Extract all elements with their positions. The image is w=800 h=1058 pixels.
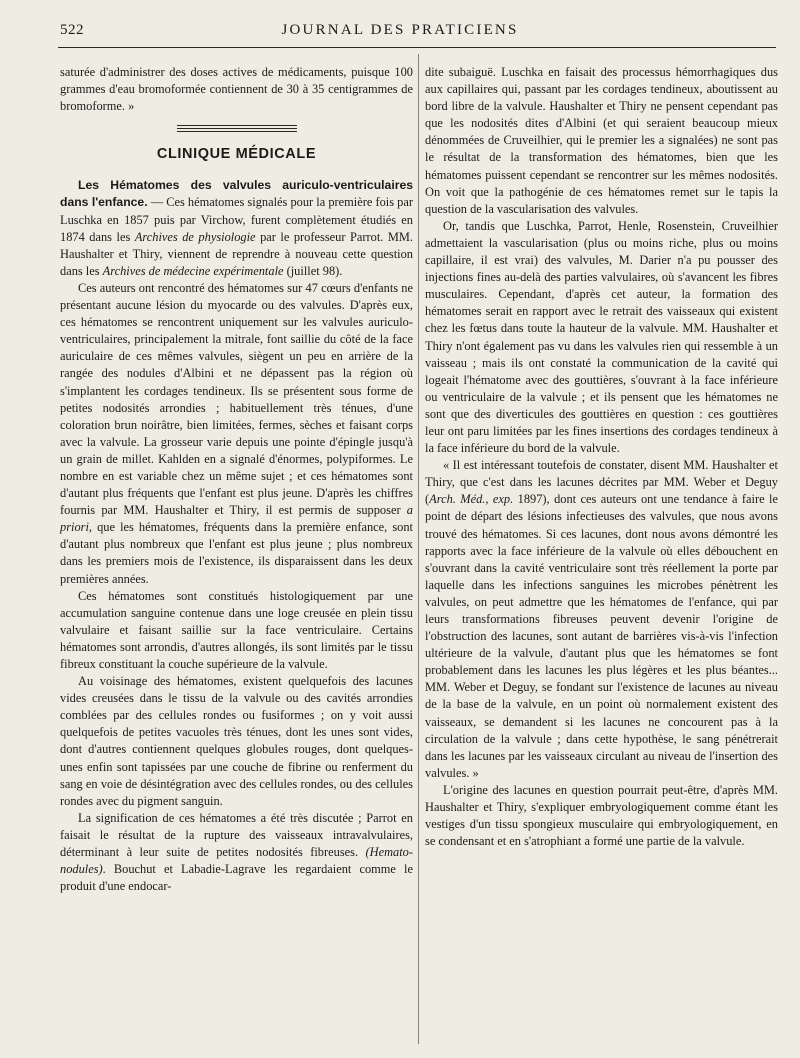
section-separator: [177, 125, 297, 134]
quoted-paragraph: « Il est intéressant toutefois de constater, disent MM. Haushalter et Thiry, que c'est dans les lacunes décrites par MM. Weber et Deguy (Arch. Méd., exp. 1897), dont ces auteurs ont une tendance à faire le point de départ des lésions infectieuses des valvules, que nous avons trouvé des hématomes. Si ces lacunes, dont nous avons démontré les rapports avec la face inférieure de la valvule où elles débouchent en s'ouvrant dans la cavité ventriculaire sont très réellement la porte par laquelle dans les infections sanguines les microbes pénètrent les valvules, on peut admettre que les hématomes de l'enfance, qui par leurs transformations fibreuses peuvent devenir l'origine de l'obstruction des lacunes, sont autant de barrières vis-à-vis l'infection ultérieure de la valvule, d'autant plus que les hématomes se font probablement dans les lacunes les plus légères et les plus béantes... MM. Weber et Deguy, se fondant sur l'existence de lacunes au niveau de la base de la valvule, en un point où normalement existent des vaisseaux, se demandent si les lacunes ne concourent pas à la circulation de la valvule ; dans cette hypothèse, le sang pénétrerait dans les lacunes par les vaisseaux circulant au niveau de l'insertion des valvules. »: [425, 458, 778, 780]
column-divider: [418, 54, 419, 1044]
page-number: 522: [60, 22, 84, 38]
body-paragraph: Au voisinage des hématomes, existent quelquefois des lacunes vides creusées dans le tissu de la valvule ou des cavités arrondies comblées par des cellules rondes ou fusiformes ; on y voit aussi quelquefois de petites vacuoles très ténues, dont les unes sont vides, dont d'autres contiennent quelques globules rouges, dont quelques-unes enfin sont tapissées par une couche de fibrine ou renferment du sang en voie de désintégration avec des cellules rondes, ou des cellules rondes avec du pigment sanguin.: [60, 674, 413, 808]
left-column: [60, 64, 413, 895]
journal-reference: Arch. Méd., exp.: [429, 492, 514, 507]
body-paragraph: L'origine des lacunes en question pourrait peut-être, d'après MM. Haushalter et Thiry, s'expliquer embryologiquement comme étant les vestiges d'un tissu spongieux musculaire qui embryologiquement, en se condensant et en s'atrophiant a formé une partie de la valvule.: [425, 782, 778, 849]
body-paragraph: Ces auteurs ont rencontré des hématomes sur 47 cœurs d'enfants ne présentant aucune lésion du myocarde ou des valvules. D'après eux, ces hématomes se rencontrent uniquement sur les valvules auriculo-ventriculaires, principalement la mitrale, font saillie du côté de la face auriculaire de ces mêmes valvules, siègent un peu en arrière de la rangée des nodules d'Albini et ne dépassent pas la région où s'implantent les cordages tendineux. Ils se présentent sous forme de petites nodosités arrondies ; habituellement très ténues, d'une coloration brun noirâtre, bien limitées, fermes, sèches et faisant corps avec la valvule. La grosseur varie depuis une pointe d'épingle jusqu'à un grain de millet. Kahlden en a signalé d'énormes, polypiformes. Le nombre en est variable chez un même sujet ; et ces hématomes sont d'autant plus fréquents que l'enfant est plus jeune. D'après les chiffres fournis par MM. Haushalter et Thiry, il est permis de supposer a priori, que les hématomes, fréquents dans la première enfance, sont d'autant plus nombreux que l'enfant est plus jeune ; plus nombreux dans les premiers mois de l'existence, ils disparaissent dans les deux premières années.: [60, 280, 413, 586]
header-rule: [58, 47, 776, 48]
section-title: CLINIQUE MÉDICALE: [156, 146, 317, 163]
body-paragraph: dite subaiguë. Luschka en faisait des processus hémorrhagiques dus aux capillaires qui, passant par les cordages tendineux, aboutissent au bord libre de la valvule. Haushalter et Thiry ne pensent cependant pas que les nodosités dites d'Albini (et qui seraient beaucoup mieux dénommées de Cruveilhier, qui le premier les a signalées) ne sont pas le résultat de la transformation des hématomes, bien que les hématomes puissent cependant se rencontrer sur les mêmes nodosités. On voit que la pathogénie de ces hématomes remet sur le tapis la question de la vascularisation des valvules.: [425, 65, 778, 216]
right-column: [425, 64, 778, 850]
journal-title: JOURNAL DES PRATICIENS: [281, 22, 519, 38]
intro-paragraph-end: saturée d'administrer des doses actives de médicaments, puisque 100 grammes d'eau bromoformée contiennent de 30 à 35 centigrammes de bromoforme. »: [60, 65, 413, 114]
running-head: [0, 0, 800, 48]
article-lead-paragraph: Les Hématomes des valvules auriculo-ventriculaires dans l'enfance. — Ces hématomes signalés pour la première fois par Luschka en 1857 puis par Virchow, furent complètement étudiés en 1874 dans les Archives de physiologie par le professeur Parrot. MM. Haushalter et Thiry, viennent de reprendre à nouveau cette question dans les Archives de médecine expérimentale (juillet 98).: [60, 178, 414, 278]
body-paragraph: La signification de ces hématomes a été très discutée ; Parrot en faisait le résultat de la rupture des vaisseaux intravalvulaires, déterminant à leur suite de petites nodosités fibreuses. (Hemato-nodules). Bouchut et Labadie-Lagrave les regardaient comme le produit d'une endocar-: [60, 810, 413, 894]
body-paragraph: Or, tandis que Luschka, Parrot, Henle, Rosenstein, Cruveilhier admettaient la vascularisation (plus ou moins riche, plus ou moins capillaire, il est vrai) des valvules, M. Darier n'a pu pousser des injections fines au-delà des parties valvulaires, où s'avancent les fibres musculaires. Cependant, d'après cet auteur, la formation des hématomes serait en rapport avec le retrait des vaisseaux qui existent chez les fœtus dans toute la hauteur de la valvule. MM. Haushalter et Thiry n'ont également pas vu dans les valvules rien qui ressemble à un vaisseau ; mais ils ont constaté la communication de la cavité qui logeait l'hématome avec des gouttières, s'ouvrant à la face inférieure ou ventriculaire de la valvule ; et ils pensent que les hématomes ne sont que des diverticules des gouttières en question : ces gouttières leur ont paru limitées par les fines insertions des cordages tendineux à la face inférieure du bord de la valvule.: [425, 218, 778, 456]
journal-reference: Archives de physiologie: [134, 229, 256, 244]
journal-reference: Archives de médecine expérimentale: [102, 263, 284, 278]
body-paragraph: Ces hématomes sont constitués histologiquement par une accumulation sanguine contenue dans une loge creusée en plein tissu valvulaire et faisant saillie sur la face ventriculaire. Certains hématomes sont arrondis, d'autres allongés, ils sont limités par le tissu fibreux constituant la couche supérieure de la valvule.: [60, 588, 413, 671]
article-title: Les Hématomes des valvules auriculo-ventriculaires dans l'enfance.: [60, 178, 413, 210]
